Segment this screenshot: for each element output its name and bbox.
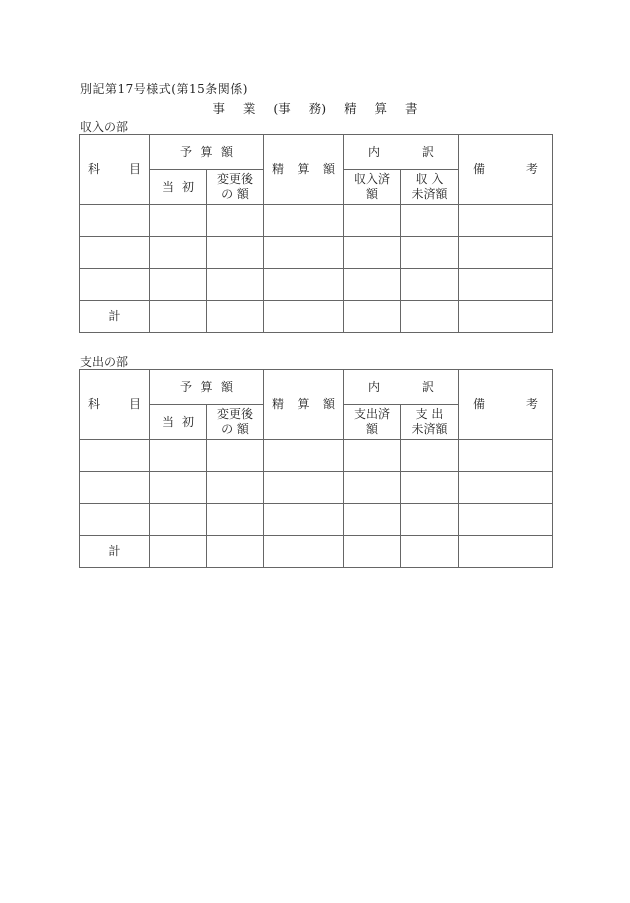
header-settled: 精 算 額 bbox=[264, 370, 344, 440]
income-section-label: 収入の部 bbox=[80, 120, 129, 134]
expense-section-label: 支出の部 bbox=[80, 355, 129, 369]
header-settled: 精 算 額 bbox=[264, 135, 344, 205]
income-table bbox=[79, 134, 553, 333]
header-budget-initial: 当 初 bbox=[150, 170, 207, 205]
form-number: 別記第17号様式(第15条関係) bbox=[80, 82, 248, 96]
header-unpaid: 支 出 未済額 bbox=[401, 405, 459, 440]
table-row bbox=[80, 237, 553, 269]
header-received: 収入済 額 bbox=[344, 170, 401, 205]
total-row bbox=[80, 301, 553, 333]
table-row bbox=[80, 440, 553, 472]
header-budget-revised: 変更後 の 額 bbox=[207, 405, 264, 440]
table-row bbox=[80, 504, 553, 536]
header-item: 科 目 bbox=[80, 135, 150, 205]
table-row bbox=[80, 472, 553, 504]
header-remarks: 備 考 bbox=[459, 370, 553, 440]
document-title: 事 業 (事 務) 精 算 書 bbox=[212, 101, 418, 116]
total-row bbox=[80, 536, 553, 568]
header-item: 科 目 bbox=[80, 370, 150, 440]
header-budget-revised: 変更後 の 額 bbox=[207, 170, 264, 205]
expense-table bbox=[79, 369, 553, 568]
total-label: 計 bbox=[80, 301, 150, 333]
header-breakdown: 内 訳 bbox=[344, 135, 459, 170]
header-budget: 予 算 額 bbox=[150, 370, 264, 405]
header-budget-initial: 当 初 bbox=[150, 405, 207, 440]
table-row bbox=[80, 269, 553, 301]
table-row bbox=[80, 205, 553, 237]
header-budget: 予 算 額 bbox=[150, 135, 264, 170]
header-unreceived: 収 入 未済額 bbox=[401, 170, 459, 205]
header-breakdown: 内 訳 bbox=[344, 370, 459, 405]
header-remarks: 備 考 bbox=[459, 135, 553, 205]
total-label: 計 bbox=[80, 536, 150, 568]
header-paid: 支出済 額 bbox=[344, 405, 401, 440]
